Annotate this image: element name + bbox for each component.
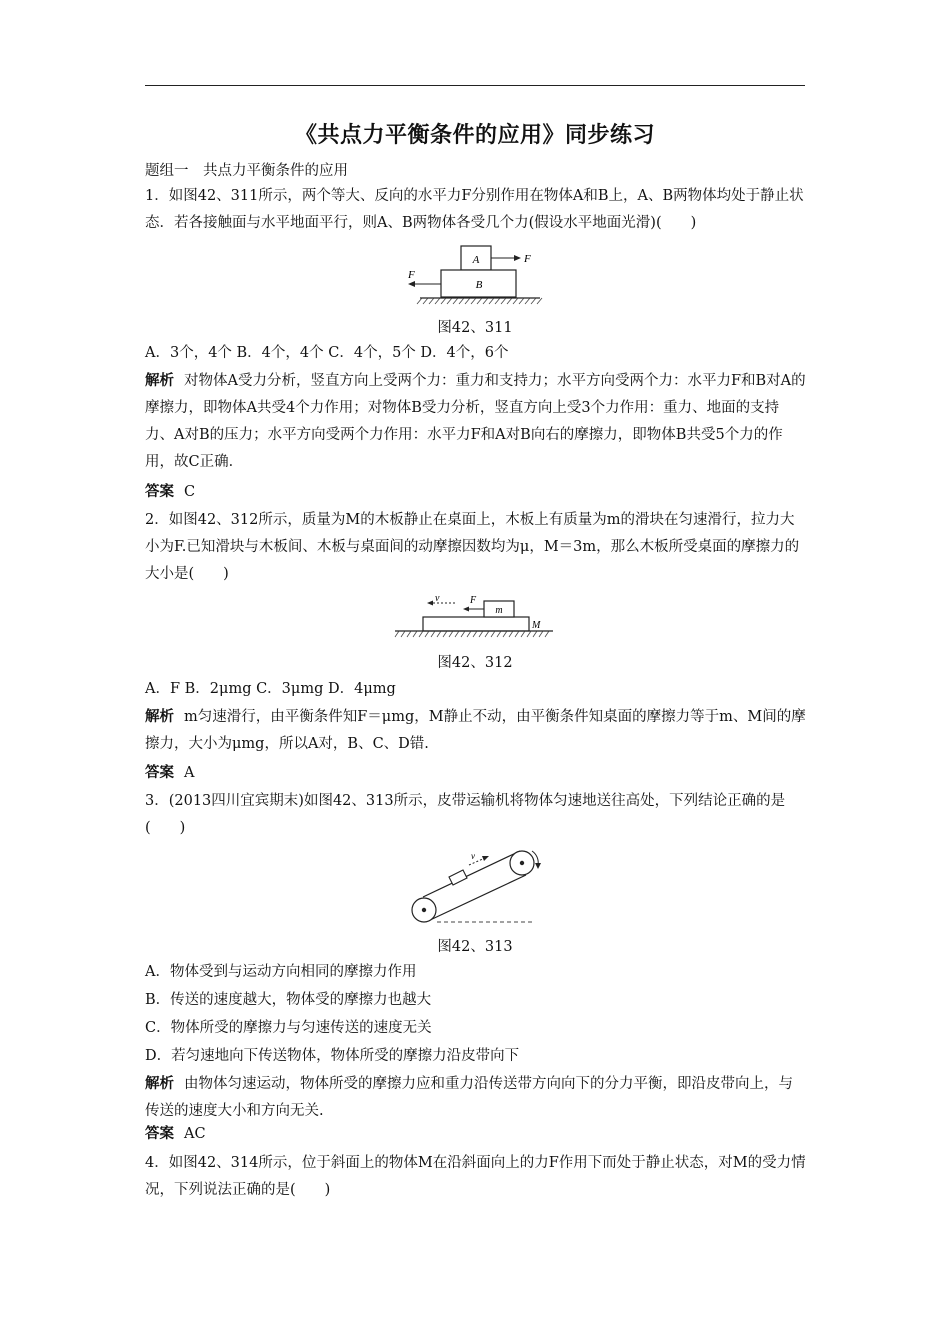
question-2-stem: 2．如图42、312所示，质量为M的木板静止在桌面上，木板上有质量为m的滑块在匀速滑行，拉力大小为F.已知滑块与木板间、木板与桌面间的动摩擦因数均为μ，M＝3m，那么木板所受桌面的摩擦力的大小是( ) [145,512,800,582]
velocity-arrow-head [427,601,433,606]
analysis-text: 对物体A受力分析，竖直方向上受两个力：重力和支持力；水平方向受两个力：水平力F和B对A的摩擦力，即物体A共受4个力作用；对物体B受力分析，竖直方向上受3个力作用：重力、地面的支持力、A对B的压力；水平方向受两个力作用：水平力F和A对B向右的摩擦力，即物体B共受5个力的作用，故C正确． [145,373,806,470]
pull-force-arrow-head [463,607,469,612]
label-M: M [532,620,541,631]
board-m [423,617,529,631]
label-v: v [435,593,440,604]
label-f-left: F [408,269,415,281]
answer-label: 答案 [145,765,174,781]
label-m: m [495,605,503,616]
answer-text: A [184,765,195,781]
page-title: 《共点力平衡条件的应用》同步练习 [294,123,655,148]
figure-caption: 图42、312 [437,655,513,671]
question-3-option-d: D．若匀速地向下传送物体，物体所受的摩擦力沿皮带向下 [145,1048,520,1064]
label-b: B [475,279,483,291]
question-3-option-a: A．物体受到与运动方向相同的摩擦力作用 [145,964,417,980]
answer-label: 答案 [145,484,174,500]
cargo-box [449,870,467,885]
question-1-options: A．3个，4个 B．4个，4个 C．4个，5个 D．4个，6个 [145,345,509,361]
figure-42-313 [405,843,550,928]
force-arrow-right-head [514,255,521,261]
header-rule [145,85,805,86]
velocity-arrow-head [482,856,489,861]
figure-42-311 [400,240,550,312]
analysis-label: 解析 [145,373,174,389]
ground-hatch [417,298,542,304]
figure-caption: 图42、311 [437,320,513,336]
upper-pulley-axle [520,861,524,865]
question-3-analysis [145,1071,807,1125]
answer-text: C [184,484,196,500]
question-1-stem: 1．如图42、311所示，两个等大、反向的水平力F分别作用在物体A和B上，A、B两物体均处于静止状态．若各接触面与水平地面平行，则A、B两物体各受几个力(假设水平地面光滑)( ) [145,188,804,231]
figure-42-312 [395,593,555,643]
question-3-stem: 3．(2013四川宜宾期末)如图42、313所示，皮带运输机将物体匀速地送往高处，下列结论正确的是( ) [145,793,786,836]
question-1-answer [145,479,807,506]
answer-label: 答案 [145,1126,174,1142]
question-3-option-c: C．物体所受的摩擦力与匀速传送的速度无关 [145,1020,432,1036]
label-f: F [470,595,477,606]
question-2-analysis [145,704,807,758]
label-a: A [472,254,480,266]
lower-pulley-axle [422,908,426,912]
group-heading: 题组一 共点力平衡条件的应用 [145,163,348,179]
analysis-label: 解析 [145,709,174,725]
rotation-arrow-head [535,863,541,869]
force-arrow-left-head [408,281,415,287]
question-4-stem: 4．如图42、314所示，位于斜面上的物体M在沿斜面向上的力F作用下而处于静止状态，对M的受力情况，下列说法正确的是( ) [145,1155,806,1198]
table-hatch [395,631,549,637]
question-3-answer [145,1121,807,1148]
analysis-text: m匀速滑行，由平衡条件知F＝μmg，M静止不动，由平衡条件知桌面的摩擦力等于m、M间的摩擦力，大小为μmg，所以A对，B、C、D错. [145,709,806,752]
answer-text: AC [184,1126,206,1142]
analysis-label: 解析 [145,1076,174,1092]
question-2-answer [145,760,807,787]
question-1-analysis [145,368,807,476]
question-2-options: A．F B．2μmg C．3μmg D．4μmg [145,681,396,697]
label-v: v [471,851,475,861]
belt-bottom [428,875,526,921]
analysis-text: 由物体匀速运动，物体所受的摩擦力应和重力沿传送带方向向下的分力平衡，即沿皮带向上，与传送的速度大小和方向无关. [145,1076,793,1119]
question-3-option-b: B．传送的速度越大，物体受的摩擦力也越大 [145,992,432,1008]
figure-caption: 图42、313 [437,939,513,955]
label-f-right: F [524,253,531,265]
